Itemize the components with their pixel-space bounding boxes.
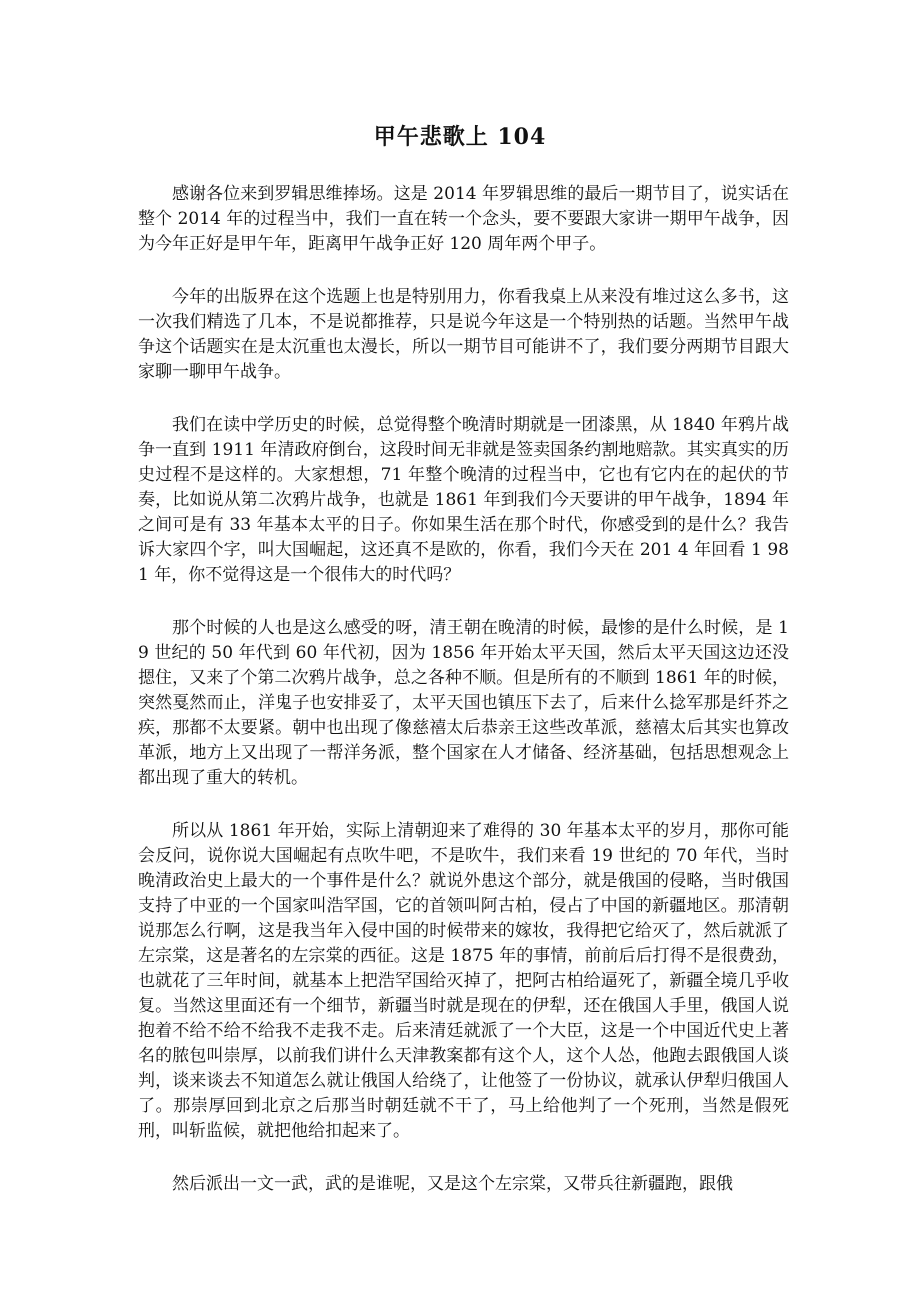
paragraph: 那个时候的人也是这么感受的呀，清王朝在晚清的时候，最惨的是什么时候，是 19 世纪的 50 年代到 60 年代初，因为 1856 年开始太平天国，然后太平天国这边还没摁住，又来了个第二次鸦片战争，总之各种不顺。但是所有的不顺到 1861 年的时候，突然戛然而止，洋鬼子也安排妥了，太平天国也镇压下去了，后来什么捻军那是纤芥之疾，那都不太要紧。朝中也出现了像慈禧太后恭亲王这些改革派，慈禧太后其实也算改革派，地方上又出现了一帮洋务派，整个国家在人才储备、经济基础，包括思想观念上都出现了重大的转机。 <box>138 618 789 788</box>
document-title: 甲午悲歌上 104 <box>373 124 547 150</box>
paragraph: 今年的出版界在这个选题上也是特别用力，你看我桌上从来没有堆过这么多书，这一次我们精选了几本，不是说都推荐，只是说今年这是一个特别热的话题。当然甲午战争这个话题实在是太沉重也太漫长，所以一期节目可能讲不了，我们要分两期节目跟大家聊一聊甲午战争。 <box>138 287 789 382</box>
document-body <box>138 182 789 1225</box>
paragraph: 所以从 1861 年开始，实际上清朝迎来了难得的 30 年基本太平的岁月，那你可能会反问，说你说大国崛起有点吹牛吧，不是吹牛，我们来看 19 世纪的 70 年代，当时晚清政治史上最大的一个事件是什么？就说外患这个部分，就是俄国的侵略，当时俄国支持了中亚的一个国家叫浩罕国，它的首领叫阿古柏，侵占了中国的新疆地区。那清朝说那怎么行啊，这是我当年入侵中国的时候带来的嫁妆，我得把它给灭了，然后就派了左宗棠，这是著名的左宗棠的西征。这是 1875 年的事情，前前后后打得不是很费劲，也就花了三年时间，就基本上把浩罕国给灭掉了，把阿古柏给逼死了，新疆全境几乎收复。当然这里面还有一个细节，新疆当时就是现在的伊犁，还在俄国人手里，俄国人说抱着不给不给不给我不走我不走。后来清廷就派了一个大臣，这是一个中国近代史上著名的脓包叫崇厚，以前我们讲什么天津教案都有这个人，这个人怂，他跑去跟俄国人谈判，谈来谈去不知道怎么就让俄国人给绕了，让他签了一份协议，就承认伊犁归俄国人了。那崇厚回到北京之后那当时朝廷就不干了，马上给他判了一个死刑，当然是假死刑，叫斩监候，就把他给扣起来了。 <box>138 821 789 1141</box>
paragraph: 然后派出一文一武，武的是谁呢，又是这个左宗棠，又带兵往新疆跑，跟俄 <box>172 1174 733 1194</box>
paragraph: 我们在读中学历史的时候，总觉得整个晚清时期就是一团漆黑，从 1840 年鸦片战争一直到 1911 年清政府倒台，这段时间无非就是签卖国条约割地赔款。其实真实的历史过程不是这样的。大家想想，71 年整个晚清的过程当中，它也有它内在的起伏的节奏，比如说从第二次鸦片战争，也就是 1861 年到我们今天要讲的甲午战争，1894 年之间可是有 33 年基本太平的日子。你如果生活在那个时代，你感受到的是什么？我告诉大家四个字，叫大国崛起，这还真不是欧的，你看，我们今天在 201 4 年回看 1 981 年，你不觉得这是一个很伟大的时代吗？ <box>138 415 789 585</box>
paragraph: 感谢各位来到罗辑思维捧场。这是 2014 年罗辑思维的最后一期节目了，说实话在整个 2014 年的过程当中，我们一直在转一个念头，要不要跟大家讲一期甲午战争，因为今年正好是甲午年，距离甲午战争正好 120 周年两个甲子。 <box>138 184 789 254</box>
